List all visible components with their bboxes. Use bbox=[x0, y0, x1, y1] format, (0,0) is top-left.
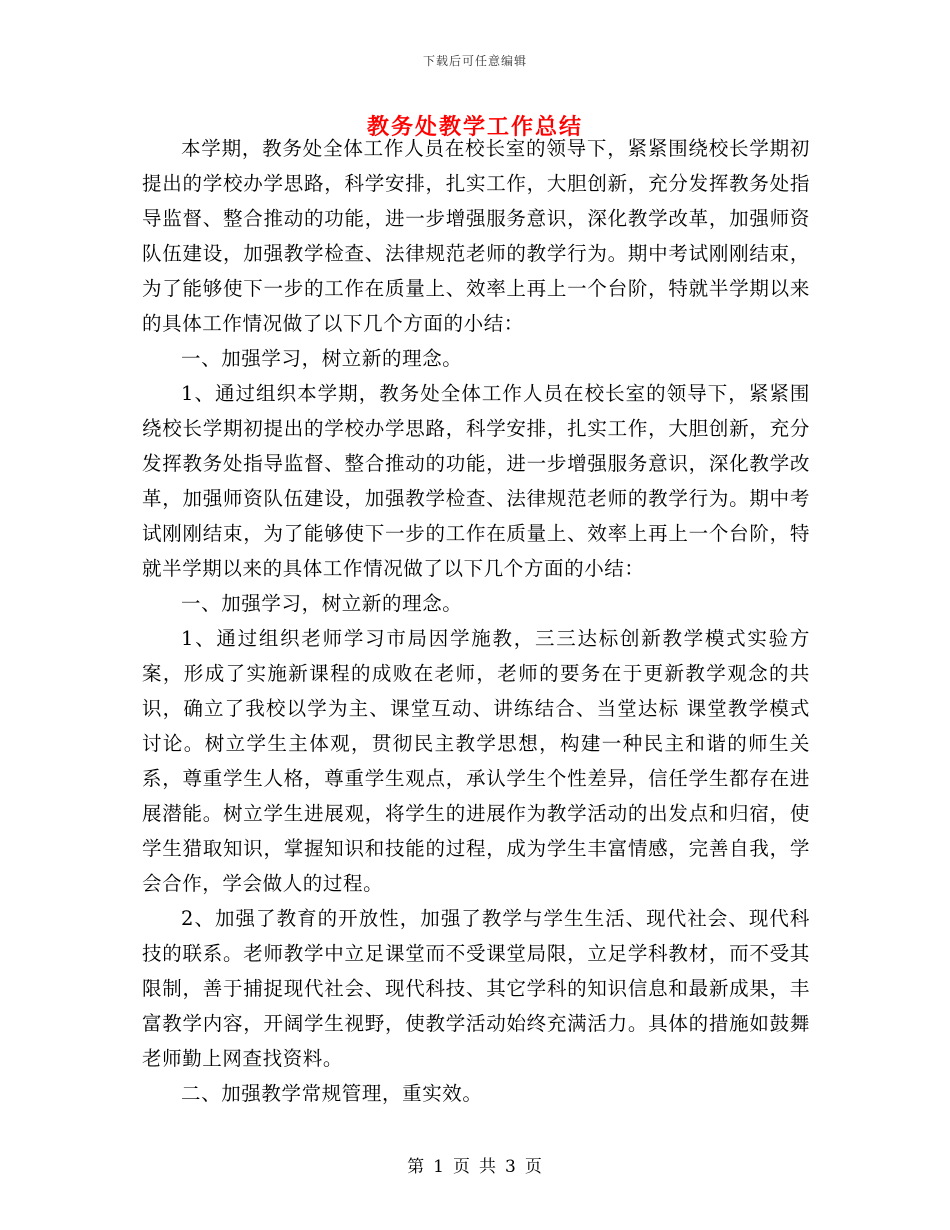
section-heading: 一、加强学习，树立新的理念。 bbox=[181, 347, 463, 370]
footer-total-prefix: 共 bbox=[479, 1157, 497, 1177]
header-note: 下载后可任意编辑 bbox=[422, 54, 527, 68]
section-heading: 一、加强学习，树立新的理念。 bbox=[181, 592, 463, 615]
footer-prefix: 第 bbox=[407, 1157, 426, 1177]
document-body bbox=[142, 131, 810, 1111]
total-pages-number: 3 bbox=[505, 1157, 517, 1177]
footer-page-word: 页 bbox=[453, 1157, 471, 1177]
page-footer bbox=[0, 1152, 950, 1177]
paragraph: 1、通过组织老师学习市局因学施教，三三达标创新教学模式实验方案，形成了实施新课程的成败在老师，老师的要务在于更新教学观念的共识，确立了我校以学为主、课堂互动、讲练结合、当堂达标 课堂教学模式讨论。树立学生主体观，贯彻民主教学思想，构建一种民主和谐的师生关系，尊重学生人格，尊重学生观点，承认学生个性差异，信任学生都存在进展潜能。树立学生进展观，将学生的进展作为教学活动的出发点和归宿，使学生猎取知识，掌握知识和技能的过程，成为学生丰富情感，完善自我，学会合作，学会做人的过程。 bbox=[142, 627, 810, 895]
current-page-number: 1 bbox=[433, 1157, 445, 1177]
section-heading: 二、加强教学常规管理，重实效。 bbox=[181, 1082, 483, 1105]
paragraph: 1、通过组织本学期，教务处全体工作人员在校长室的领导下，紧紧围绕校长学期初提出的学校办学思路，科学安排，扎实工作，大胆创新，充分发挥教务处指导监督、整合推动的功能，进一步增强服务意识，深化教学改革，加强师资队伍建设，加强教学检查、法律规范老师的教学行为。期中考试刚刚结束，为了能够使下一步的工作在质量上、效率上再上一个台阶，特就半学期以来的具体工作情况做了以下几个方面的小结： bbox=[142, 382, 810, 580]
document-title: 教务处教学工作总结 bbox=[366, 114, 583, 140]
paragraph: 2、加强了教育的开放性，加强了教学与学生生活、现代社会、现代科技的联系。老师教学中立足课堂而不受课堂局限，立足学科教材，而不受其限制，善于捕捉现代社会、现代科技、其它学科的知识信息和最新成果，丰富教学内容，开阔学生视野，使教学活动始终充满活力。具体的措施如鼓舞老师勤上网查找资料。 bbox=[142, 907, 810, 1070]
paragraph: 本学期，教务处全体工作人员在校长室的领导下，紧紧围绕校长学期初提出的学校办学思路，科学安排，扎实工作，大胆创新，充分发挥教务处指导监督、整合推动的功能，进一步增强服务意识，深化教学改革，加强师资队伍建设，加强教学检查、法律规范老师的教学行为。期中考试刚刚结束，为了能够使下一步的工作在质量上、效率上再上一个台阶，特就半学期以来的具体工作情况做了以下几个方面的小结： bbox=[142, 137, 810, 335]
footer-suffix: 页 bbox=[524, 1157, 543, 1177]
